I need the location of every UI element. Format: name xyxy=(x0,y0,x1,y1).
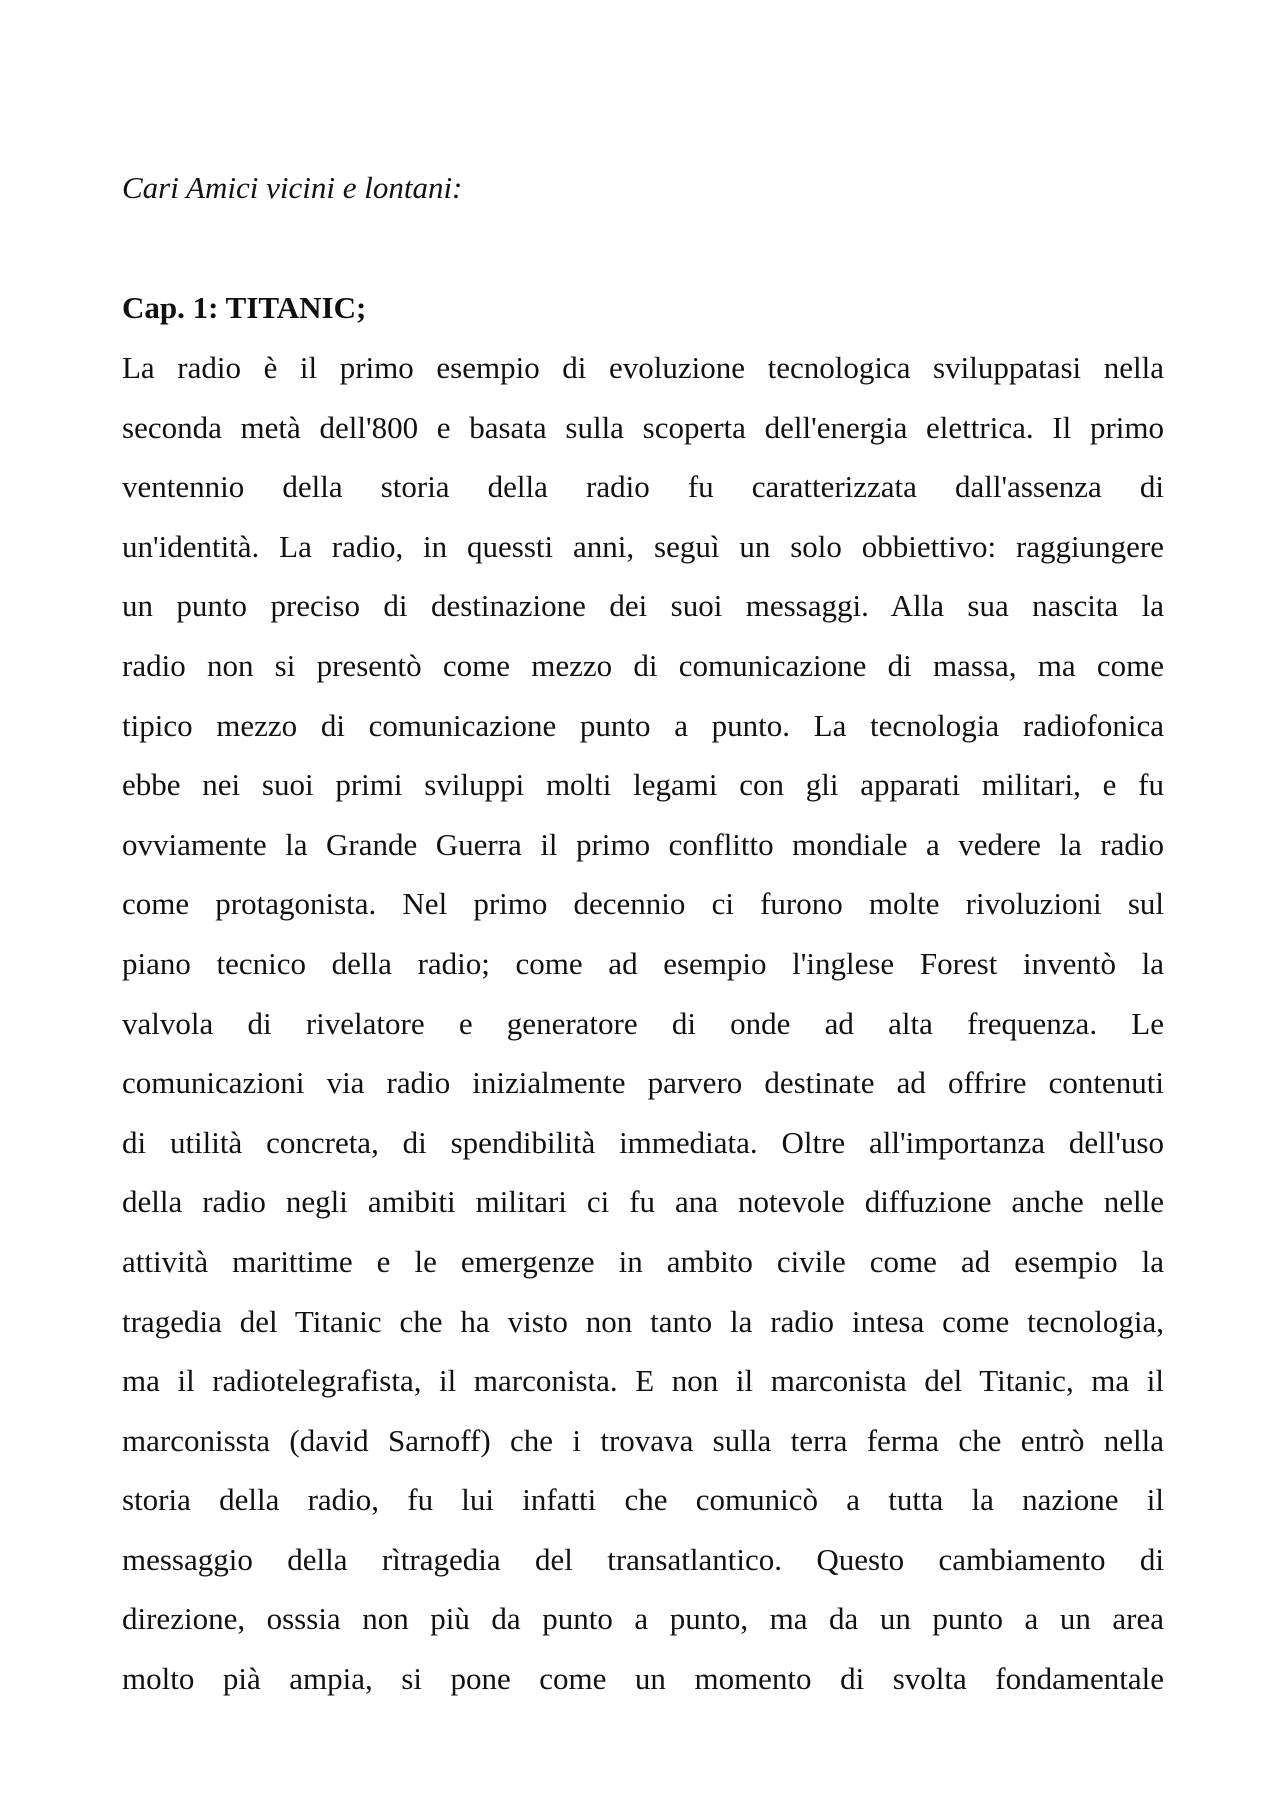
salutation: Cari Amici vicini e lontani: xyxy=(122,170,463,205)
page-content xyxy=(122,158,1164,1709)
paragraph-line: di utilità concreta, di spendibilità immediata. Oltre all'importanza dell'uso xyxy=(122,1124,1164,1160)
paragraph-line: comunicazioni via radio inizialmente parvero destinate ad offrire contenuti xyxy=(122,1065,1164,1101)
paragraph-line: ovviamente la Grande Guerra il primo conflitto mondiale a vedere la radio xyxy=(122,826,1164,862)
paragraph-line: marconissta (david Sarnoff) che i trovava sulla terra ferma che entrò nella xyxy=(122,1422,1164,1458)
paragraph-line: storia della radio, fu lui infatti che comunicò a tutta la nazione il xyxy=(122,1482,1164,1518)
paragraph-line: un'identità. La radio, in quessti anni, seguì un solo obbiettivo: raggiungere xyxy=(122,528,1164,564)
body-paragraph xyxy=(122,338,1164,1709)
paragraph-line: ebbe nei suoi primi sviluppi molti legami con gli apparati militari, e fu xyxy=(122,767,1164,803)
paragraph-line: direzione, osssia non più da punto a punto, ma da un punto a un area xyxy=(122,1601,1164,1637)
paragraph-line: piano tecnico della radio; come ad esempio l'inglese Forest inventò la xyxy=(122,945,1164,981)
paragraph-line: messaggio della rìtragedia del transatlantico. Questo cambiamento di xyxy=(122,1541,1164,1577)
paragraph-line: tipico mezzo di comunicazione punto a punto. La tecnologia radiofonica xyxy=(122,707,1164,743)
paragraph-line: molto pià ampia, si pone come un momento di svolta fondamentale xyxy=(122,1661,1164,1697)
paragraph-line: attività marittime e le emergenze in ambito civile come ad esempio la xyxy=(122,1243,1164,1279)
chapter-heading: Cap. 1: TITANIC; xyxy=(122,290,367,325)
paragraph-line: tragedia del Titanic che ha visto non tanto la radio intesa come tecnologia, xyxy=(122,1303,1164,1339)
paragraph-line: ventennio della storia della radio fu caratterizzata dall'assenza di xyxy=(122,469,1164,505)
paragraph-line: seconda metà dell'800 e basata sulla scoperta dell'energia elettrica. Il primo xyxy=(122,409,1164,445)
paragraph-line: valvola di rivelatore e generatore di onde ad alta frequenza. Le xyxy=(122,1005,1164,1041)
paragraph-line: un punto preciso di destinazione dei suoi messaggi. Alla sua nascita la xyxy=(122,588,1164,624)
paragraph-line: come protagonista. Nel primo decennio ci furono molte rivoluzioni sul xyxy=(122,886,1164,922)
paragraph-line: ma il radiotelegrafista, il marconista. E non il marconista del Titanic, ma il xyxy=(122,1363,1164,1399)
paragraph-line: radio non si presentò come mezzo di comunicazione di massa, ma come xyxy=(122,647,1164,683)
paragraph-line: della radio negli amibiti militari ci fu ana notevole diffuzione anche nelle xyxy=(122,1184,1164,1220)
paragraph-line: La radio è il primo esempio di evoluzione tecnologica sviluppatasi nella xyxy=(122,350,1164,385)
